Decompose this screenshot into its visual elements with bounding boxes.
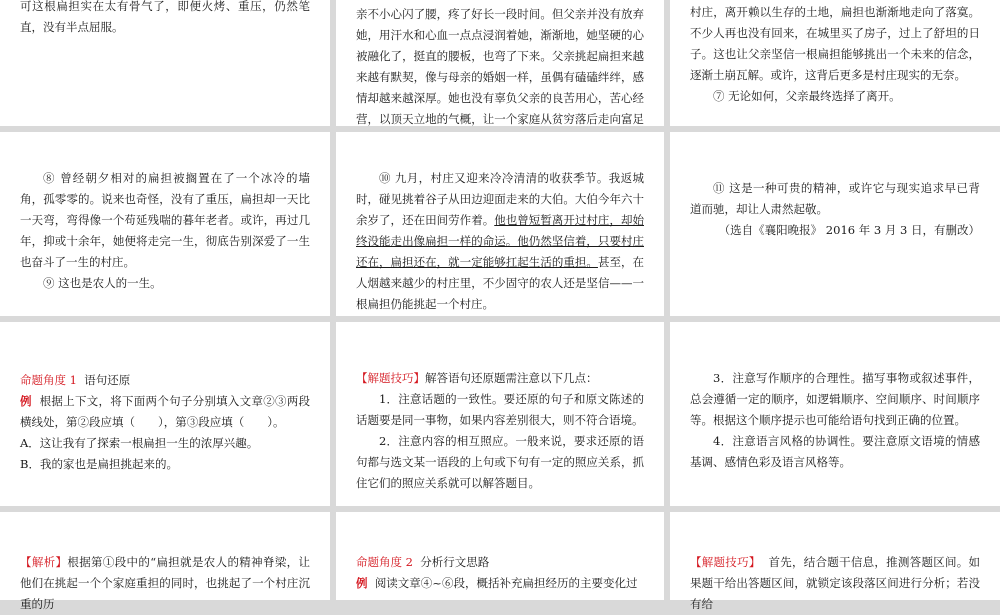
example-label: 例 [20, 394, 32, 408]
tip-label: 【解题技巧】 [356, 371, 425, 385]
example-label: 例 [356, 576, 368, 590]
option-a: A．这让我有了探索一根扁担一生的浓厚兴趣。 [20, 436, 259, 450]
tip-point: 1．注意话题的一致性。要还原的句子和原文陈述的话题要是同一事物，如果内容差别很大，则不符合语境。 [356, 392, 644, 427]
slide-2 [336, 0, 664, 126]
paragraph: 亲不小心闪了腰，疼了好长一段时间。但父亲并没有放弃她，用汗水和心血一点点浸润着她，渐渐地，她坚硬的心被融化了，挺直的腰板，也弯了下来。父亲挑起扁担来越来越有默契，像与母亲的婚姻一样，虽偶有磕磕绊绊，感情却越来越深厚。她也没有辜负父亲的良苦用心，苦心经营，以顶天立地的气概，让一个家庭从贫穷落后走向富足 [356, 7, 644, 126]
slide-7 [0, 322, 330, 506]
paragraph-10 [356, 168, 644, 315]
paragraph-text: 甚至，在人烟越来越少的村庄里，不少固守的农人还是坚信——一根扁担仍能挑起一个村庄。 [356, 255, 644, 311]
slide-1 [0, 0, 330, 126]
angle-title: 语句还原 [84, 373, 131, 387]
angle-label: 命题角度 1 [20, 373, 77, 387]
underlined-sentence: 他也曾短暂离开过村庄，却始终没能走出像扁担一样的命运。他仍然坚信着，只要村庄还在，扁担还在，就一定能够扛起生活的重担。 [356, 213, 644, 269]
tip-intro-text: 解答语句还原题需注意以下几点： [425, 371, 598, 385]
slide-3 [670, 0, 1000, 126]
angle-title: 分析行文思路 [420, 555, 490, 569]
tip-point: 4．注意语言风格的协调性。要注意原文语境的情感基调、感情色彩及语言风格等。 [690, 434, 980, 469]
slide-11 [336, 512, 664, 600]
question [356, 573, 644, 594]
source-citation: （选自《襄阳晚报》 2016 年 3 月 3 日，有删改） [718, 223, 980, 237]
question [20, 391, 310, 433]
analysis-text: 根据第①段中的“扁担就是农人的精神脊梁，让他们在挑起一个个家庭重担的同时，也挑起了一个村庄沉重的历 [20, 555, 310, 611]
question-angle [356, 552, 644, 573]
tip-point: 2．注意内容的相互照应。一般来说，要求还原的语句都与选文某一语段的上句或下句有一定的照应关系，抓住它们的照应关系就可以解答题目。 [356, 434, 644, 490]
tip-text: 首先，结合题干信息，推测答题区间。如果题干给出答题区间，就锁定该段落区间进行分析；若没有给 [690, 555, 981, 611]
slide-5 [336, 132, 664, 316]
slide-4 [0, 132, 330, 316]
paragraph: ⑨ 这也是农人的一生。 [43, 276, 162, 290]
question-angle [20, 370, 310, 391]
tip-point: 3．注意写作顺序的合理性。描写事物或叙述事件，总会遵循一定的顺序，如逻辑顺序、空间顺序、时间顺序等。根据这个顺序提示也可能给语句找到正确的位置。 [690, 371, 980, 427]
paragraph-text: ⑩ 九月，村庄又迎来冷冷清清的收获季节。我返城时，碰见挑着谷子从田边迎面走来的大伯。大伯今年六十余岁了，还在田间劳作着。 [356, 171, 644, 227]
question-text: 根据上下文，将下面两个句子分别填入文章②③两段横线处，第②段应填（ ），第③段应填（ ）。 [20, 394, 311, 429]
paragraph: 可这根扁担实在太有骨气了，即便火烤、重压，仍然笔直，没有半点屈服。 [20, 0, 310, 34]
slide-10 [0, 512, 330, 611]
paragraph: ⑧ 曾经朝夕相对的扁担被搁置在了一个冰冷的墙角，孤零零的。说来也奇怪，没有了重压，扁担却一天比一天弯，弯得像一个苟延残喘的暮年老者。或许，再过几年，抑或十余年，她便将走完一生，彻底告别深爱了一生也奋斗了一生的村庄。 [20, 171, 310, 269]
tip-intro [356, 368, 644, 389]
slide-8 [336, 322, 664, 506]
paragraph: ⑪ 这是一种可贵的精神，或许它与现实追求早已背道而驰，却让人肃然起敬。 [690, 181, 980, 216]
question-text: 阅读文章④~⑥段，概括补充扁担经历的主要变化过 [374, 576, 638, 590]
paragraph: ⑦ 无论如何，父亲最终选择了离开。 [713, 89, 901, 103]
paragraph: 村庄，离开赖以生存的土地，扁担也渐渐地走向了落寞。不少人再也没有回来，在城里买了房子，过上了舒坦的日子。这也让父亲坚信一根扁担能够挑出一个未来的信念，逐渐土崩瓦解。或许，这背后更多是村庄现实的无奈。 [690, 5, 980, 82]
slide-6 [670, 132, 1000, 316]
analysis-label: 【解析】 [20, 555, 68, 569]
analysis [20, 552, 310, 615]
tip [690, 552, 980, 615]
angle-label: 命题角度 2 [356, 555, 413, 569]
tip-label: 【解题技巧】 [690, 555, 761, 569]
slide-9 [670, 322, 1000, 506]
option-b: B．我的家也是扁担挑起来的。 [20, 457, 178, 471]
slide-12 [670, 512, 1000, 611]
